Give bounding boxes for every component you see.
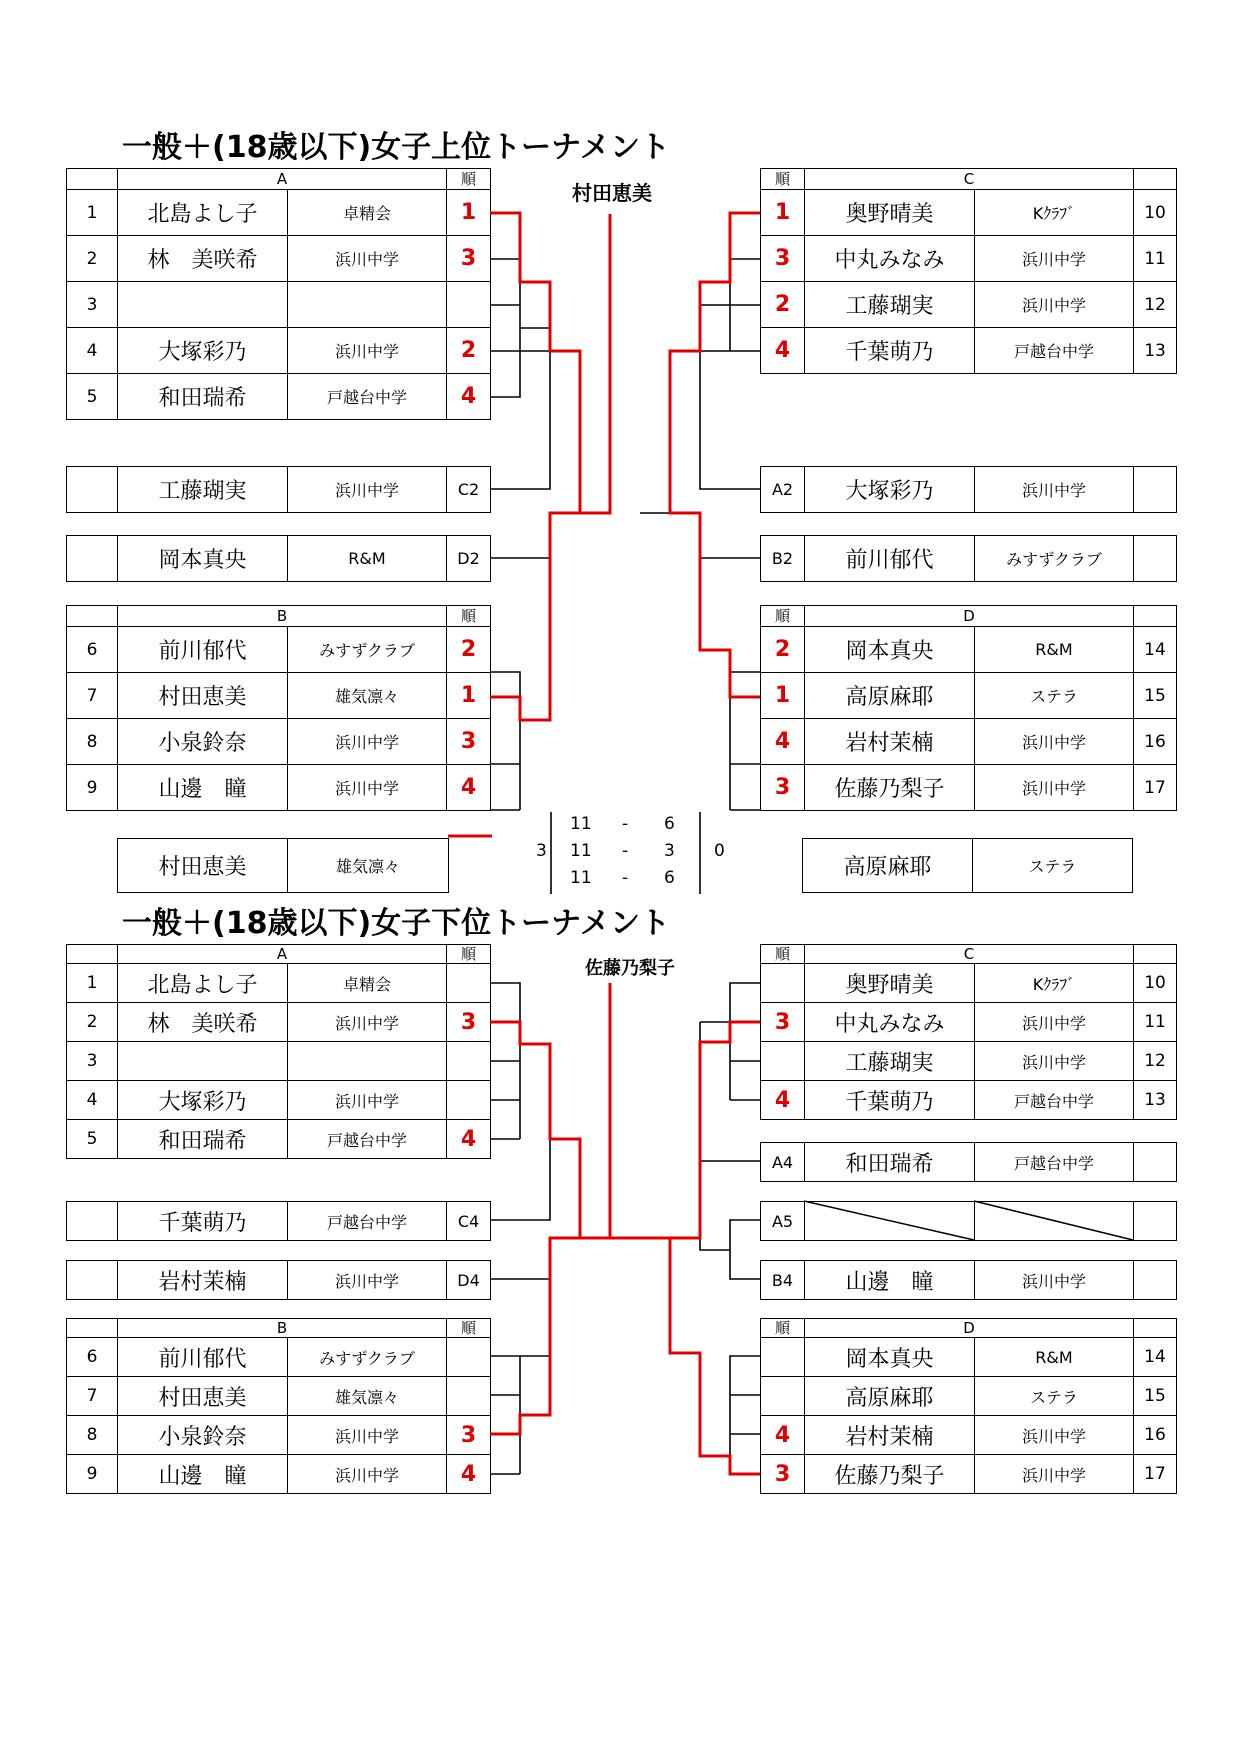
entry-number: 4 [67, 1081, 118, 1120]
lower-red-lines [490, 983, 760, 1474]
upper-champion: 村田恵美 [572, 181, 652, 205]
group-rank: 4 [447, 1120, 491, 1159]
team-name: 浜川中学 [975, 719, 1134, 765]
team-name: 卓精会 [288, 190, 447, 236]
seed-code: B2 [761, 536, 805, 582]
player-name: 山邊 瞳 [118, 765, 288, 811]
group-label: B [118, 606, 447, 627]
entry-number: 16 [1134, 719, 1177, 765]
team-name: 戸越台中学 [288, 1120, 447, 1159]
seed-code: C2 [447, 467, 491, 513]
game-3-left: 11 [570, 868, 592, 888]
entry-number: 6 [67, 1338, 118, 1377]
game-3-right: 6 [664, 868, 675, 888]
rank-header: 順 [761, 169, 805, 190]
player-name: 大塚彩乃 [118, 1081, 288, 1120]
upper-black-lines [490, 259, 760, 894]
group-rank: 1 [761, 190, 805, 236]
team-name: 卓精会 [288, 964, 447, 1003]
rank-header: 順 [447, 1319, 491, 1338]
group-rank: 2 [761, 282, 805, 328]
player-name: 岩村茉楠 [805, 1416, 975, 1455]
group-rank: 4 [761, 719, 805, 765]
group-label: D [805, 1319, 1134, 1338]
group-label: C [805, 945, 1134, 964]
a5-slash-marks [804, 1201, 1133, 1240]
group-rank: 1 [447, 673, 491, 719]
rank-header: 順 [447, 169, 491, 190]
upper-title: 一般＋(18歳以下)女子上位トーナメント [122, 130, 670, 165]
team-name: 戸越台中学 [975, 1081, 1134, 1120]
group-rank: 3 [447, 1416, 491, 1455]
player-name: 山邊 瞳 [805, 1261, 975, 1300]
group-rank: 4 [761, 1081, 805, 1120]
seed-code: C4 [447, 1202, 491, 1241]
player-name: 小泉鈴奈 [118, 1416, 288, 1455]
group-rank: 2 [447, 328, 491, 374]
team-name: 浜川中学 [288, 328, 447, 374]
entry-number: 10 [1134, 190, 1177, 236]
team-name: みすずクラブ [288, 1338, 447, 1377]
player-name: 北島よし子 [118, 190, 288, 236]
team-name: 浜川中学 [288, 1261, 447, 1300]
player-name: 村田恵美 [118, 839, 288, 893]
rank-header: 順 [761, 1319, 805, 1338]
player-name: 奥野晴美 [805, 190, 975, 236]
team-name: みすずクラブ [975, 536, 1134, 582]
entry-number: 5 [67, 374, 118, 420]
team-name: 戸越台中学 [975, 328, 1134, 374]
player-name: 佐藤乃梨子 [805, 765, 975, 811]
lower-black-lines [490, 983, 760, 1474]
group-label: A [118, 945, 447, 964]
entry-number: 17 [1134, 765, 1177, 811]
entry-number: 15 [1134, 1377, 1177, 1416]
seed-code: D2 [447, 536, 491, 582]
team-name: 浜川中学 [288, 765, 447, 811]
player-name: 岡本真央 [805, 1338, 975, 1377]
group-rank: 3 [761, 1455, 805, 1494]
player-name: 中丸みなみ [805, 236, 975, 282]
game-1-dash: - [622, 814, 629, 834]
team-name: Kｸﾗﾌﾞ [975, 964, 1134, 1003]
player-name: 村田恵美 [118, 1377, 288, 1416]
player-name: 高原麻耶 [803, 839, 973, 893]
entry-number: 13 [1134, 1081, 1177, 1120]
final-left-sets: 3 [536, 841, 547, 861]
entry-number: 15 [1134, 673, 1177, 719]
game-2-left: 11 [570, 841, 592, 861]
player-name: 奥野晴美 [805, 964, 975, 1003]
team-name: ステラ [975, 673, 1134, 719]
seed-code: D4 [447, 1261, 491, 1300]
rank-header: 順 [761, 606, 805, 627]
group-rank: 3 [447, 236, 491, 282]
group-label: B [118, 1319, 447, 1338]
entry-number: 7 [67, 673, 118, 719]
game-2-dash: - [622, 841, 629, 861]
team-name: 雄気凛々 [288, 673, 447, 719]
game-1-right: 6 [664, 814, 675, 834]
group-label: A [118, 169, 447, 190]
team-name: ステラ [975, 1377, 1134, 1416]
player-name: 岡本真央 [805, 627, 975, 673]
team-name: 戸越台中学 [288, 374, 447, 420]
player-name: 和田瑞希 [118, 374, 288, 420]
entry-number: 14 [1134, 1338, 1177, 1377]
team-name: 浜川中学 [288, 1003, 447, 1042]
group-rank: 1 [761, 673, 805, 719]
entry-number: 11 [1134, 236, 1177, 282]
group-label: C [805, 169, 1134, 190]
upper-red-lines [448, 213, 760, 836]
team-name: 浜川中学 [975, 236, 1134, 282]
team-name: 戸越台中学 [288, 1202, 447, 1241]
entry-number: 3 [67, 1042, 118, 1081]
team-name: 浜川中学 [975, 1042, 1134, 1081]
entry-number: 6 [67, 627, 118, 673]
rank-header: 順 [761, 945, 805, 964]
team-name: 戸越台中学 [975, 1143, 1134, 1182]
entry-number: 12 [1134, 282, 1177, 328]
player-name: 工藤瑚実 [805, 1042, 975, 1081]
player-name: 小泉鈴奈 [118, 719, 288, 765]
entry-number: 7 [67, 1377, 118, 1416]
lower-title: 一般＋(18歳以下)女子下位トーナメント [122, 906, 670, 941]
team-name: ステラ [973, 839, 1133, 893]
group-rank: 4 [761, 328, 805, 374]
team-name: R&M [975, 627, 1134, 673]
player-name: 佐藤乃梨子 [805, 1455, 975, 1494]
player-name: 林 美咲希 [118, 1003, 288, 1042]
player-name: 千葉萌乃 [805, 1081, 975, 1120]
player-name: 和田瑞希 [118, 1120, 288, 1159]
team-name: 雄気凛々 [288, 1377, 447, 1416]
entry-number: 11 [1134, 1003, 1177, 1042]
player-name: 工藤瑚実 [805, 282, 975, 328]
entry-number: 16 [1134, 1416, 1177, 1455]
team-name: 浜川中学 [975, 1416, 1134, 1455]
team-name: 浜川中学 [975, 1003, 1134, 1042]
player-name: 林 美咲希 [118, 236, 288, 282]
team-name: R&M [975, 1338, 1134, 1377]
game-1-left: 11 [570, 814, 592, 834]
entry-number: 12 [1134, 1042, 1177, 1081]
team-name: 浜川中学 [975, 467, 1134, 513]
entry-number: 2 [67, 236, 118, 282]
entry-number: 10 [1134, 964, 1177, 1003]
player-name: 北島よし子 [118, 964, 288, 1003]
player-name: 岩村茉楠 [118, 1261, 288, 1300]
team-name: みすずクラブ [288, 627, 447, 673]
group-rank: 1 [447, 190, 491, 236]
player-name: 山邊 瞳 [118, 1455, 288, 1494]
player-name: 高原麻耶 [805, 1377, 975, 1416]
group-rank: 2 [447, 627, 491, 673]
group-rank: 3 [761, 236, 805, 282]
seed-code: A2 [761, 467, 805, 513]
entry-number: 8 [67, 719, 118, 765]
entry-number: 3 [67, 282, 118, 328]
group-label: D [805, 606, 1134, 627]
team-name: 浜川中学 [975, 282, 1134, 328]
group-rank: 4 [447, 374, 491, 420]
rank-header: 順 [447, 945, 491, 964]
team-name: Kｸﾗﾌﾞ [975, 190, 1134, 236]
rank-header: 順 [447, 606, 491, 627]
team-name: 浜川中学 [975, 1261, 1134, 1300]
group-rank: 3 [761, 765, 805, 811]
seed-code: B4 [761, 1261, 805, 1300]
group-rank: 4 [447, 1455, 491, 1494]
player-name: 和田瑞希 [805, 1143, 975, 1182]
entry-number: 17 [1134, 1455, 1177, 1494]
player-name: 千葉萌乃 [118, 1202, 288, 1241]
player-name: 前川郁代 [805, 536, 975, 582]
player-name: 岡本真央 [118, 536, 288, 582]
entry-number: 2 [67, 1003, 118, 1042]
team-name: 浜川中学 [288, 467, 447, 513]
entry-number: 1 [67, 190, 118, 236]
player-name: 前川郁代 [118, 627, 288, 673]
team-name: R&M [288, 536, 447, 582]
group-rank: 4 [761, 1416, 805, 1455]
player-name: 高原麻耶 [805, 673, 975, 719]
seed-code: A5 [761, 1202, 805, 1241]
player-name: 中丸みなみ [805, 1003, 975, 1042]
group-rank: 2 [761, 627, 805, 673]
team-name: 浜川中学 [288, 1416, 447, 1455]
entry-number: 5 [67, 1120, 118, 1159]
player-name: 岩村茉楠 [805, 719, 975, 765]
seed-code: A4 [761, 1143, 805, 1182]
player-name: 工藤瑚実 [118, 467, 288, 513]
entry-number: 14 [1134, 627, 1177, 673]
entry-number: 13 [1134, 328, 1177, 374]
player-name: 大塚彩乃 [805, 467, 975, 513]
team-name: 浜川中学 [288, 236, 447, 282]
entry-number: 4 [67, 328, 118, 374]
team-name: 雄気凛々 [288, 839, 449, 893]
team-name: 浜川中学 [288, 719, 447, 765]
final-right-sets: 0 [714, 841, 725, 861]
group-rank: 3 [447, 1003, 491, 1042]
entry-number: 9 [67, 1455, 118, 1494]
lower-champion: 佐藤乃梨子 [585, 958, 675, 979]
game-3-dash: - [622, 868, 629, 888]
group-rank: 4 [447, 765, 491, 811]
entry-number: 1 [67, 964, 118, 1003]
team-name: 浜川中学 [975, 765, 1134, 811]
team-name: 浜川中学 [288, 1081, 447, 1120]
player-name: 大塚彩乃 [118, 328, 288, 374]
group-rank: 3 [761, 1003, 805, 1042]
team-name: 浜川中学 [975, 1455, 1134, 1494]
player-name: 前川郁代 [118, 1338, 288, 1377]
game-2-right: 3 [664, 841, 675, 861]
team-name: 浜川中学 [288, 1455, 447, 1494]
group-rank: 3 [447, 719, 491, 765]
player-name: 千葉萌乃 [805, 328, 975, 374]
entry-number: 9 [67, 765, 118, 811]
entry-number: 8 [67, 1416, 118, 1455]
player-name: 村田恵美 [118, 673, 288, 719]
